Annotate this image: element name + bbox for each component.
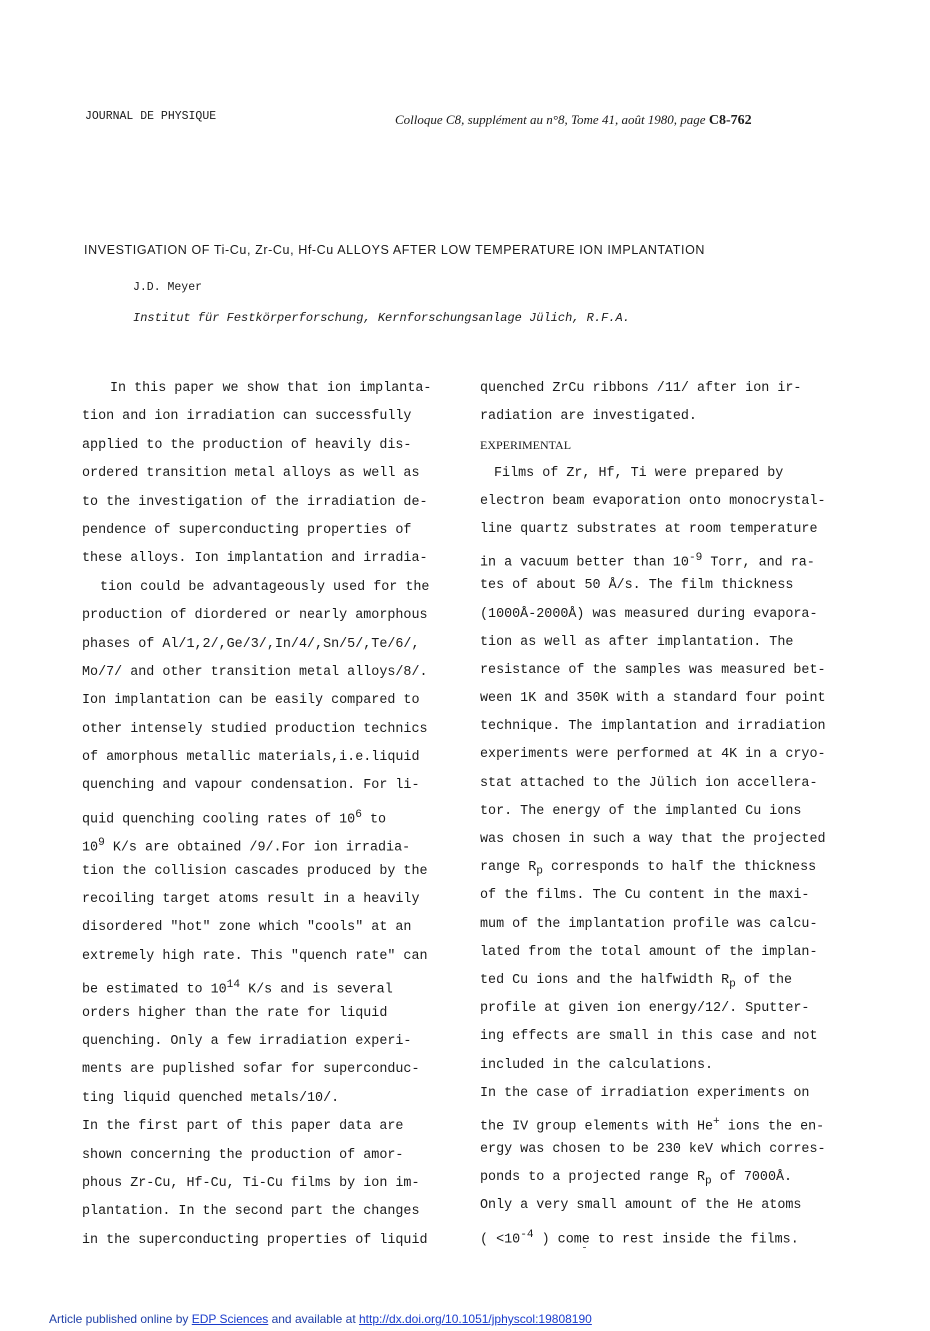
text-line: profile at given ion energy/12/. Sputter-	[480, 1001, 810, 1017]
text-run: ted Cu ions and the halfwidth R	[480, 972, 730, 988]
text-run: of 7000Å.	[711, 1170, 793, 1186]
text-run: 10	[82, 840, 99, 856]
superscript: 6	[355, 808, 362, 821]
text-run: K/s are obtained /9/.For ion irradia-	[104, 840, 411, 856]
text-line: electron beam evaporation onto monocrystal-	[480, 493, 826, 509]
text-line: in the superconducting properties of liquid	[82, 1232, 428, 1248]
text-line: production of diordered or nearly amorphous	[82, 608, 428, 624]
text-line: In this paper we show that ion implanta-	[110, 381, 432, 396]
doi-link[interactable]: http://dx.doi.org/10.1051/jphyscol:19808190	[358, 1312, 592, 1326]
text-run: K/s and is several	[240, 982, 393, 998]
text-line: tion as well as after implantation. The	[480, 634, 794, 650]
footer-prefix: Article published online by	[49, 1312, 192, 1326]
text-line: In the case of irradiation experiments on	[480, 1085, 810, 1101]
superscript: -4	[520, 1228, 534, 1241]
text-line: In the first part of this paper data are	[82, 1119, 404, 1135]
superscript: 14	[226, 979, 241, 992]
journal-name: JOURNAL DE PHYSIQUE	[85, 110, 217, 123]
text-line: tion the collision cascades produced by the	[82, 863, 428, 879]
text-line: lated from the total amount of the implan-	[480, 944, 818, 960]
text-line: resistance of the samples was measured bet-	[480, 662, 826, 678]
text-line	[480, 854, 826, 882]
paper-title: INVESTIGATION OF Ti-Cu, Zr-Cu, Hf-Cu ALLOYS AFTER LOW TEMPERATURE ION IMPLANTATION	[84, 243, 706, 257]
text-line: tor. The energy of the implanted Cu ions	[480, 803, 802, 819]
text-line: shown concerning the production of amor-	[82, 1147, 404, 1163]
colloque-text: Colloque C8, supplément au n°8, Tome 41, août 1980, page	[395, 112, 706, 127]
text-run: be estimated to 10	[82, 982, 227, 998]
publisher-link[interactable]: EDP Sciences	[191, 1312, 269, 1326]
text-line: other intensely studied production technics	[82, 721, 428, 737]
text-line: plantation. In the second part the changes	[82, 1204, 420, 1220]
text-run: of the	[735, 972, 793, 988]
text-run: quid quenching cooling rates of 10	[82, 812, 356, 828]
text-line: stat attached to the Jülich ion accellera-	[480, 775, 818, 791]
text-run: to	[361, 812, 387, 828]
text-line: quenching. Only a few irradiation experi-	[82, 1033, 412, 1049]
text-line: was chosen in such a way that the projected	[480, 832, 826, 847]
section-heading: EXPERIMENTAL	[480, 438, 572, 453]
text-line: applied to the production of heavily dis-	[82, 437, 412, 453]
text-line: of amorphous metallic materials,i.e.liquid	[82, 750, 420, 766]
right-column	[480, 375, 826, 1249]
text-line: phases of Al/1,2/,Ge/3/,In/4/,Sn/5/,Te/6/,	[82, 636, 420, 652]
text-run: ions the en-	[719, 1119, 825, 1135]
text-line: of the films. The Cu content in the maxi-	[480, 888, 810, 904]
text-line: to the investigation of the irradiation de-	[82, 494, 428, 510]
text-run: in a vacuum better than 10	[480, 555, 689, 571]
text-run: ( <10	[480, 1232, 521, 1248]
text-line	[82, 829, 431, 857]
text-line: mum of the implantation profile was calcu-	[480, 916, 818, 932]
text-run: Torr, and ra-	[702, 555, 815, 571]
text-run: the IV group elements with He	[480, 1119, 714, 1135]
text-line: radiation are investigated.	[480, 409, 697, 425]
text-line: tion could be advantageously used for the	[100, 579, 430, 595]
text-run: range R	[480, 860, 537, 876]
text-line: ergy was chosen to be 230 keV which corres-	[480, 1142, 826, 1158]
footer-middle: and available at	[268, 1312, 359, 1326]
text-line: ting liquid quenched metals/10/.	[82, 1090, 340, 1106]
text-run: ponds to a projected range R	[480, 1170, 705, 1186]
page-number: C8-762	[708, 113, 752, 128]
text-line: line quartz substrates at room temperature	[480, 521, 818, 537]
text-line: pendence of superconducting properties of	[82, 522, 412, 538]
text-line: (1000Å-2000Å) was measured during evapora-	[480, 606, 818, 622]
text-line: experiments were performed at 4K in a cryo-	[480, 747, 826, 763]
text-line	[480, 1164, 826, 1192]
superscript: 9	[98, 837, 105, 850]
text-line	[480, 967, 826, 995]
text-line: ordered transition metal alloys as well as	[82, 466, 420, 482]
text-line: quenching and vapour condensation. For li-	[82, 778, 420, 794]
text-line: ween 1K and 350K with a standard four point	[480, 691, 826, 707]
text-run: ) come to rest inside the films.	[533, 1232, 799, 1248]
text-line: orders higher than the rate for liquid	[82, 1005, 388, 1021]
text-line: Mo/7/ and other transition metal alloys/8/.	[82, 664, 428, 680]
subscript: p	[729, 978, 736, 991]
text-line: included in the calculations.	[480, 1057, 714, 1073]
text-line: phous Zr-Cu, Hf-Cu, Ti-Cu films by ion im-	[82, 1175, 420, 1191]
colloque-reference	[395, 112, 752, 129]
text-run: corresponds to half the thickness	[542, 860, 817, 876]
text-line: quenched ZrCu ribbons /11/ after ion ir-	[480, 381, 802, 396]
superscript: -9	[688, 552, 703, 565]
superscript: +	[713, 1115, 720, 1128]
text-line	[82, 801, 431, 829]
text-line: ing effects are small in this case and not	[480, 1029, 818, 1045]
subscript: p	[705, 1175, 712, 1188]
text-line: these alloys. Ion implantation and irradia-	[82, 551, 428, 567]
text-line: extremely high rate. This "quench rate" can	[82, 948, 428, 964]
text-line: tes of about 50 Å/s. The film thickness	[480, 578, 794, 594]
text-line: technique. The implantation and irradiation	[480, 719, 826, 735]
text-line: tion and ion irradiation can successfully	[82, 409, 412, 425]
text-line	[480, 1221, 826, 1249]
text-line: Only a very small amount of the He atoms	[480, 1198, 802, 1214]
text-line	[480, 544, 826, 572]
text-line	[480, 1108, 826, 1136]
text-line	[82, 971, 431, 999]
author-name: J.D. Meyer	[133, 281, 203, 294]
left-column	[82, 375, 431, 1255]
text-line: ments are puplished sofar for superconduc-	[82, 1062, 420, 1078]
subscript: p	[536, 865, 543, 878]
text-line: Films of Zr, Hf, Ti were prepared by	[494, 465, 784, 481]
affiliation: Institut für Festkörperforschung, Kernforschungsanlage Jülich, R.F.A.	[133, 311, 630, 325]
text-line: recoiling target atoms result in a heavily	[82, 892, 420, 908]
scan-speck	[583, 1247, 586, 1248]
text-line: disordered "hot" zone which "cools" at an	[82, 920, 412, 936]
publication-footer	[49, 1312, 592, 1326]
text-line: Ion implantation can be easily compared to	[82, 693, 420, 709]
